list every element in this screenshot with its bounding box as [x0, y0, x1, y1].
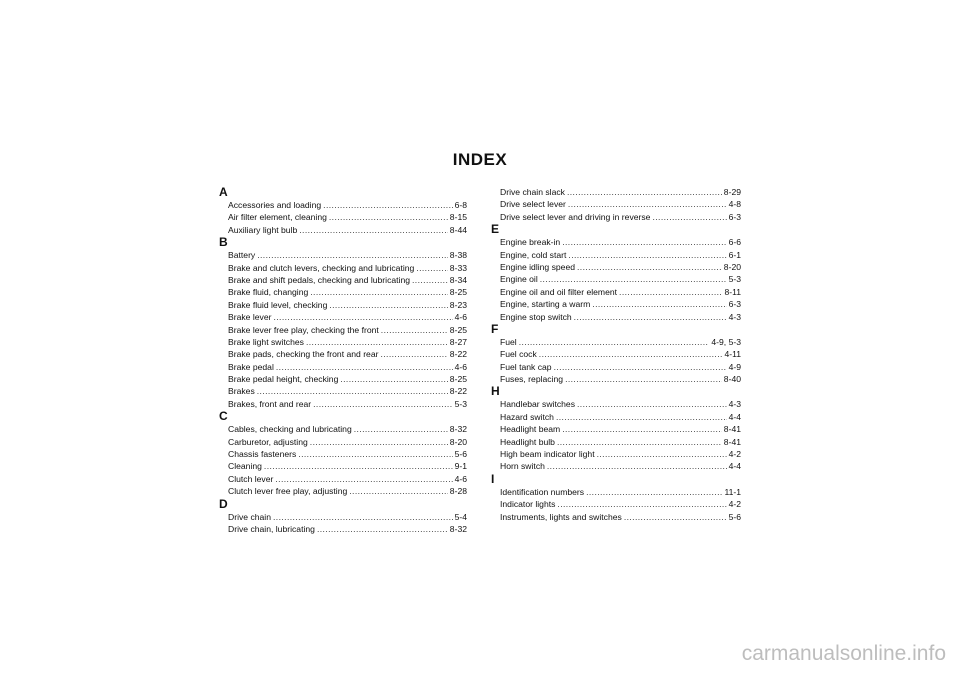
index-entry [491, 198, 741, 210]
page-title: INDEX [452, 150, 508, 169]
entry-text: Brakes, front and rear [228, 398, 312, 409]
entry-text: Fuel tank cap [500, 361, 552, 372]
index-entry [491, 186, 741, 198]
entry-text: Instruments, lights and switches [500, 511, 622, 522]
entry-page: 4-3 [728, 399, 741, 410]
entry-page: 8-38 [449, 250, 467, 261]
entry-page: 6-3 [728, 299, 741, 310]
entry-text: Handlebar switches [500, 399, 575, 410]
index-entry [491, 448, 741, 460]
dot-leader [306, 336, 448, 348]
dot-leader [310, 436, 448, 448]
entry-text: Battery [228, 250, 256, 261]
index-entry [491, 436, 741, 448]
entry-page: 5-3 [454, 398, 467, 409]
index-entry [219, 348, 467, 360]
index-entry [491, 249, 741, 261]
dot-leader [554, 361, 727, 373]
dot-leader [275, 473, 452, 485]
entry-page: 4-6 [454, 312, 467, 323]
index-entry [491, 398, 741, 410]
index-entry [219, 224, 467, 236]
dot-leader [323, 199, 452, 211]
dot-leader [273, 511, 453, 523]
entry-page: 8-41 [723, 424, 741, 435]
entry-text: Drive select lever [500, 199, 566, 210]
entry-text: Brake pedal height, checking [228, 374, 339, 385]
index-entry [491, 261, 741, 273]
entry-page: 4-4 [728, 411, 741, 422]
index-entry [219, 373, 467, 385]
dot-leader [257, 385, 448, 397]
dot-leader [556, 411, 727, 423]
index-entry [491, 336, 741, 348]
entry-page: 8-29 [723, 187, 741, 197]
entry-page: 8-15 [449, 212, 467, 223]
entry-page: 8-22 [449, 386, 467, 397]
entry-text: Clutch lever free play, adjusting [228, 486, 348, 497]
entry-text: Identification numbers [500, 486, 585, 497]
entry-page: 4-2 [728, 499, 741, 510]
index-entry [219, 199, 467, 211]
entry-page: 8-32 [449, 424, 467, 435]
entry-page: 8-23 [449, 299, 467, 310]
entry-page: 8-32 [449, 523, 467, 534]
entry-text: Engine oil [500, 274, 538, 285]
index-entry [491, 298, 741, 310]
entry-page: 8-22 [449, 349, 467, 360]
index-entry [491, 511, 741, 523]
entry-page: 4-11 [724, 349, 741, 360]
entry-text: Air filter element, cleaning [228, 212, 327, 223]
dot-leader [381, 324, 448, 336]
entry-text: Fuel cock [500, 349, 537, 360]
entry-text: Brake pedal [228, 361, 274, 372]
dot-leader [557, 498, 726, 510]
entry-text: Engine idling speed [500, 261, 576, 272]
index-column-right [491, 186, 741, 523]
dot-leader [273, 311, 452, 323]
section-letter: C [219, 409, 228, 424]
entry-page: 4-2 [728, 449, 741, 460]
entry-text: Drive chain [228, 511, 271, 522]
entry-text: Drive chain, lubricating [228, 523, 315, 534]
dot-leader [619, 286, 722, 298]
entry-text: Headlight bulb [500, 436, 555, 447]
index-entry [219, 511, 467, 523]
dot-leader [562, 423, 722, 435]
entry-page: 8-41 [723, 436, 741, 447]
dot-leader [313, 398, 452, 410]
dot-leader [416, 262, 447, 274]
dot-leader [592, 298, 726, 310]
index-entry [219, 423, 467, 435]
index-entry [219, 448, 467, 460]
index-entry [219, 249, 467, 261]
entry-page: 8-25 [449, 374, 467, 385]
dot-leader [539, 348, 723, 360]
dot-leader [329, 211, 448, 223]
entry-text: Chassis fasteners [228, 449, 297, 460]
index-entry [219, 336, 467, 348]
index-entry [491, 361, 741, 373]
dot-leader [547, 460, 727, 472]
dot-leader [349, 485, 448, 497]
dot-leader [568, 249, 726, 261]
dot-leader [299, 224, 448, 236]
entry-page: 4-3 [728, 311, 741, 322]
index-entry [219, 211, 467, 223]
entry-text: Engine, starting a warm [500, 299, 591, 310]
index-entry [491, 498, 741, 510]
entry-text: Brake lever free play, checking the front [228, 324, 379, 335]
entry-page: 8-27 [449, 336, 467, 347]
index-entry [491, 311, 741, 323]
entry-page: 6-3 [728, 211, 741, 222]
entry-text: Brake fluid, changing [228, 287, 309, 298]
entry-page: 4-9, 5-3 [711, 336, 741, 347]
dot-leader [317, 523, 448, 535]
index-entry [219, 262, 467, 274]
dot-leader [577, 398, 727, 410]
dot-leader [329, 299, 447, 311]
index-entry [219, 361, 467, 373]
dot-leader [354, 423, 448, 435]
entry-text: Brake light switches [228, 336, 304, 347]
entry-text: Brake pads, checking the front and rear [228, 349, 379, 360]
section-letter: I [491, 471, 495, 486]
dot-leader [380, 348, 447, 360]
dot-leader [577, 261, 722, 273]
entry-text: Cables, checking and lubricating [228, 424, 352, 435]
index-entry [219, 485, 467, 497]
entry-text: Engine stop switch [500, 311, 572, 322]
index-entry [491, 236, 741, 248]
index-entry [219, 436, 467, 448]
index-entry [219, 385, 467, 397]
dot-leader [586, 486, 722, 498]
entry-page: 11-1 [724, 486, 741, 497]
dot-leader [540, 273, 727, 285]
section-letter: E [491, 222, 500, 237]
entry-text: Indicator lights [500, 499, 556, 510]
entry-page: 4-8 [728, 199, 741, 210]
dot-leader [412, 274, 448, 286]
entry-page: 6-8 [454, 200, 467, 210]
dot-leader [298, 448, 452, 460]
dot-leader [567, 186, 722, 198]
entry-page: 8-40 [723, 374, 741, 385]
index-entry [219, 286, 467, 298]
entry-text: Accessories and loading [228, 200, 322, 210]
entry-page: 8-34 [449, 274, 467, 285]
index-entry [491, 211, 741, 223]
index-entry [219, 460, 467, 472]
entry-text: Cleaning [228, 461, 262, 472]
dot-leader [574, 311, 727, 323]
entry-text: Carburetor, adjusting [228, 436, 308, 447]
dot-leader [652, 211, 726, 223]
dot-leader [568, 198, 727, 210]
entry-page: 8-28 [449, 486, 467, 497]
dot-leader [257, 249, 448, 261]
index-entry [491, 423, 741, 435]
section-letter: A [219, 185, 228, 199]
entry-page: 5-4 [454, 511, 467, 522]
dot-leader [310, 286, 448, 298]
index-entry [219, 299, 467, 311]
entry-text: Brake and shift pedals, checking and lubricating [228, 274, 411, 285]
dot-leader [565, 373, 722, 385]
index-entry [219, 523, 467, 535]
section-letter: H [491, 384, 500, 399]
entry-page: 4-4 [728, 461, 741, 472]
index-entry [491, 486, 741, 498]
entry-text: Engine, cold start [500, 249, 567, 260]
entry-page: 8-25 [449, 287, 467, 298]
section-letter: F [491, 321, 499, 336]
index-entry [219, 324, 467, 336]
index-entry [491, 411, 741, 423]
entry-page: 8-44 [449, 224, 467, 235]
entry-text: Brake lever [228, 312, 272, 323]
entry-text: Engine oil and oil filter element [500, 286, 618, 297]
entry-text: Brake and clutch levers, checking and lubricating [228, 262, 415, 273]
dot-leader [624, 511, 727, 523]
entry-page: 6-6 [728, 237, 741, 248]
entry-text: Hazard switch [500, 411, 554, 422]
entry-page: 4-6 [454, 473, 467, 484]
index-entry [491, 348, 741, 360]
index-column-left [219, 186, 467, 535]
entry-page: 8-11 [724, 286, 741, 297]
entry-text: Brake fluid level, checking [228, 299, 328, 310]
index-entry [219, 311, 467, 323]
entry-text: Drive select lever and driving in reverse [500, 211, 651, 222]
entry-text: Engine break-in [500, 237, 561, 248]
section-letter: D [219, 496, 228, 511]
entry-page: 8-20 [449, 436, 467, 447]
entry-page: 5-6 [728, 511, 741, 522]
dot-leader [597, 448, 727, 460]
section-letter: B [219, 235, 228, 250]
dot-leader [519, 336, 710, 348]
entry-page: 6-1 [728, 249, 741, 260]
entry-page: 4-6 [454, 361, 467, 372]
entry-page: 8-25 [449, 324, 467, 335]
entry-page: 5-3 [728, 274, 741, 285]
index-entry [219, 473, 467, 485]
entry-text: Auxiliary light bulb [228, 224, 298, 235]
dot-leader [340, 373, 447, 385]
dot-leader [557, 436, 722, 448]
entry-page: 9-1 [454, 461, 467, 472]
dot-leader [562, 236, 726, 248]
watermark: carmanualsonline.info [741, 642, 946, 665]
entry-text: Horn switch [500, 461, 545, 472]
entry-text: Headlight beam [500, 424, 561, 435]
entry-text: Fuses, replacing [500, 374, 564, 385]
index-entry [491, 373, 741, 385]
entry-text: High beam indicator light [500, 449, 595, 460]
entry-page: 8-33 [449, 262, 467, 273]
index-entry [219, 398, 467, 410]
entry-page: 5-6 [454, 449, 467, 460]
entry-page: 8-20 [723, 261, 741, 272]
entry-text: Brakes [228, 386, 255, 397]
dot-leader [264, 460, 453, 472]
index-entry [491, 460, 741, 472]
entry-text: Fuel [500, 336, 517, 347]
entry-text: Clutch lever [228, 473, 274, 484]
index-entry [491, 273, 741, 285]
index-entry [219, 274, 467, 286]
entry-page: 4-9 [728, 361, 741, 372]
dot-leader [276, 361, 453, 373]
index-entry [491, 286, 741, 298]
entry-text: Drive chain slack [500, 187, 565, 197]
